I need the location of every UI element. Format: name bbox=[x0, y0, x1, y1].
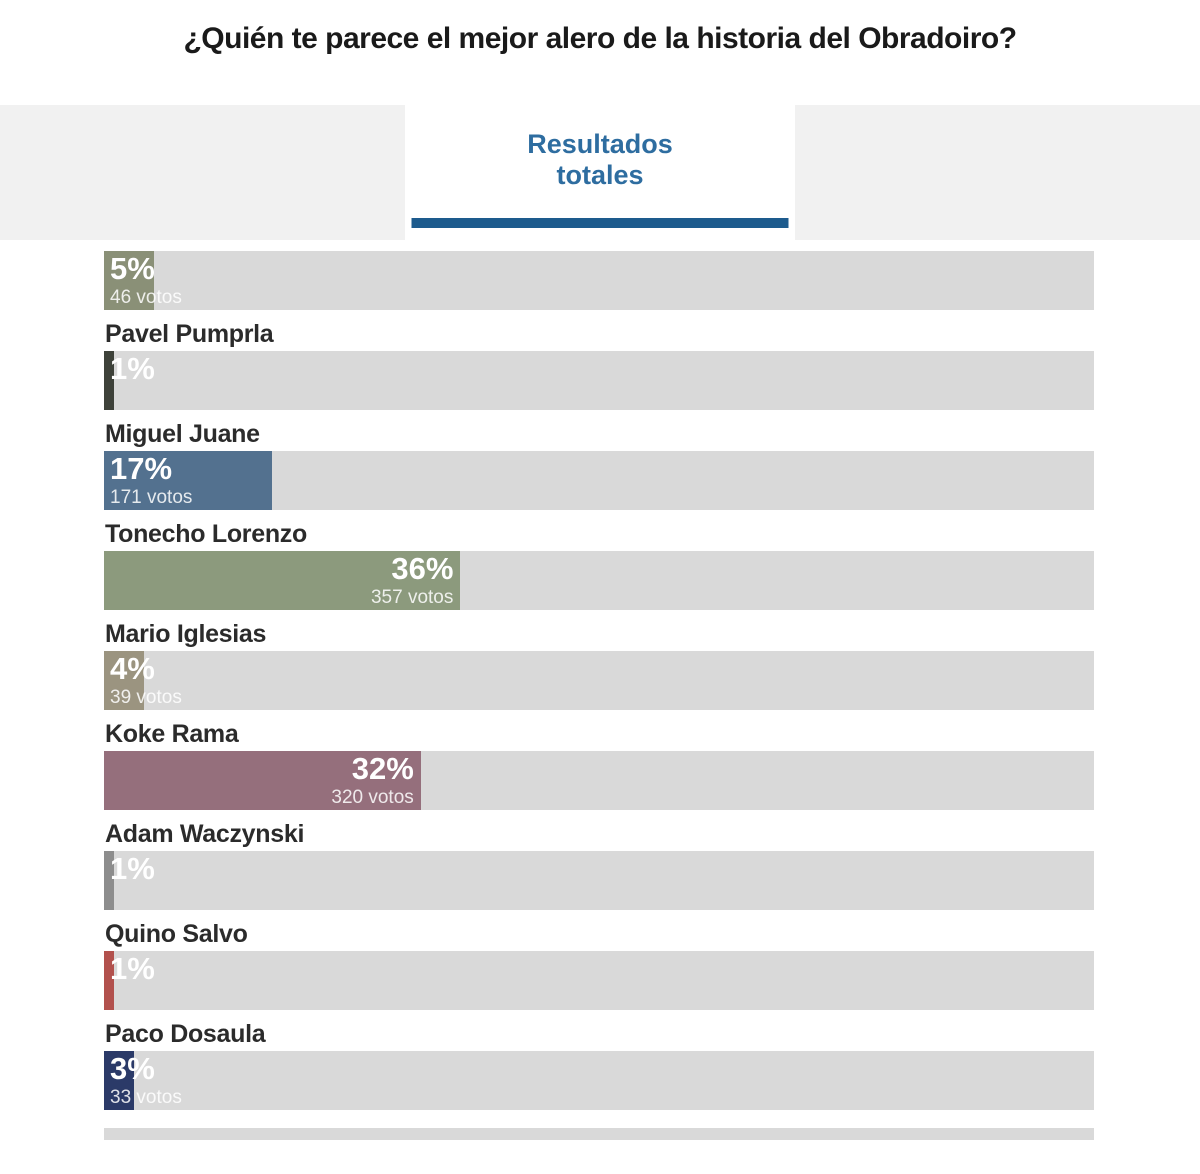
poll-option bbox=[104, 621, 1094, 710]
poll-bar-fill bbox=[104, 751, 421, 810]
poll-bar-percent: 1% bbox=[110, 851, 155, 886]
poll-bar-track bbox=[104, 751, 1094, 810]
poll-bar-percent: 36% bbox=[391, 551, 454, 586]
poll-option-label: Mario Iglesias bbox=[105, 620, 267, 648]
poll-bar-track bbox=[104, 551, 1094, 610]
poll-bar-votes: 46 votos bbox=[110, 287, 182, 308]
poll-bar-percent: 5% bbox=[110, 251, 155, 286]
poll-bar-fill bbox=[104, 951, 155, 1010]
poll-bar-track bbox=[104, 1051, 1094, 1110]
poll-option bbox=[104, 921, 1094, 1010]
poll-option-label: Adam Waczynski bbox=[105, 820, 305, 848]
poll-bar-votes: 357 votos bbox=[370, 587, 454, 608]
active-tab-underline bbox=[412, 218, 789, 228]
poll-bar-votes: 320 votos bbox=[331, 787, 414, 808]
poll-bar-percent: 4% bbox=[110, 651, 155, 686]
tab-resultados-totales[interactable] bbox=[405, 105, 795, 240]
poll-bar-percent: 17% bbox=[110, 451, 173, 486]
poll-bar-fill bbox=[104, 1051, 182, 1110]
poll-bar-percent: 1% bbox=[110, 351, 155, 386]
poll-bar-percent: 3% bbox=[110, 1051, 155, 1086]
poll-option bbox=[104, 821, 1094, 910]
poll-option-label: Paco Dosaula bbox=[105, 1020, 266, 1048]
poll-bar-track bbox=[104, 251, 1094, 310]
poll-option-label: Pavel Pumprla bbox=[105, 320, 274, 348]
tab-label: Resultados totales bbox=[527, 129, 673, 190]
poll-bar-track bbox=[104, 351, 1094, 410]
poll-option bbox=[104, 321, 1094, 410]
poll-option-label: Miguel Juane bbox=[105, 420, 260, 448]
poll-bar-percent: 32% bbox=[351, 751, 414, 786]
poll-bar-fill bbox=[104, 551, 460, 610]
poll-option bbox=[104, 421, 1094, 510]
poll-option-label: Quino Salvo bbox=[105, 920, 248, 948]
poll-question-title: ¿Quién te parece el mejor alero de la historia del Obradoiro? bbox=[183, 22, 1017, 55]
poll-bar-votes: 33 votos bbox=[110, 1087, 182, 1108]
poll-bar-track bbox=[104, 851, 1094, 910]
poll-bar-track bbox=[104, 651, 1094, 710]
poll-results-list bbox=[104, 251, 1094, 1110]
poll-option bbox=[104, 521, 1094, 610]
poll-option-label: Koke Rama bbox=[105, 720, 239, 748]
poll-bar-votes: 171 votos bbox=[110, 487, 193, 508]
poll-bar-percent: 1% bbox=[110, 951, 155, 986]
poll-bar-track bbox=[104, 951, 1094, 1010]
poll-option bbox=[104, 1021, 1094, 1110]
poll-bar-fill bbox=[104, 351, 155, 410]
poll-bar-votes: 39 votos bbox=[110, 687, 182, 708]
footer-strip-cutoff bbox=[104, 1128, 1094, 1140]
poll-option bbox=[104, 721, 1094, 810]
poll-bar-track bbox=[104, 451, 1094, 510]
tab-strip bbox=[0, 105, 1200, 240]
poll-option-label: Tonecho Lorenzo bbox=[105, 520, 307, 548]
poll-option bbox=[104, 251, 1094, 310]
poll-bar-fill bbox=[104, 651, 182, 710]
poll-bar-fill bbox=[104, 451, 272, 510]
poll-bar-fill bbox=[104, 251, 182, 310]
poll-bar-fill bbox=[104, 851, 155, 910]
